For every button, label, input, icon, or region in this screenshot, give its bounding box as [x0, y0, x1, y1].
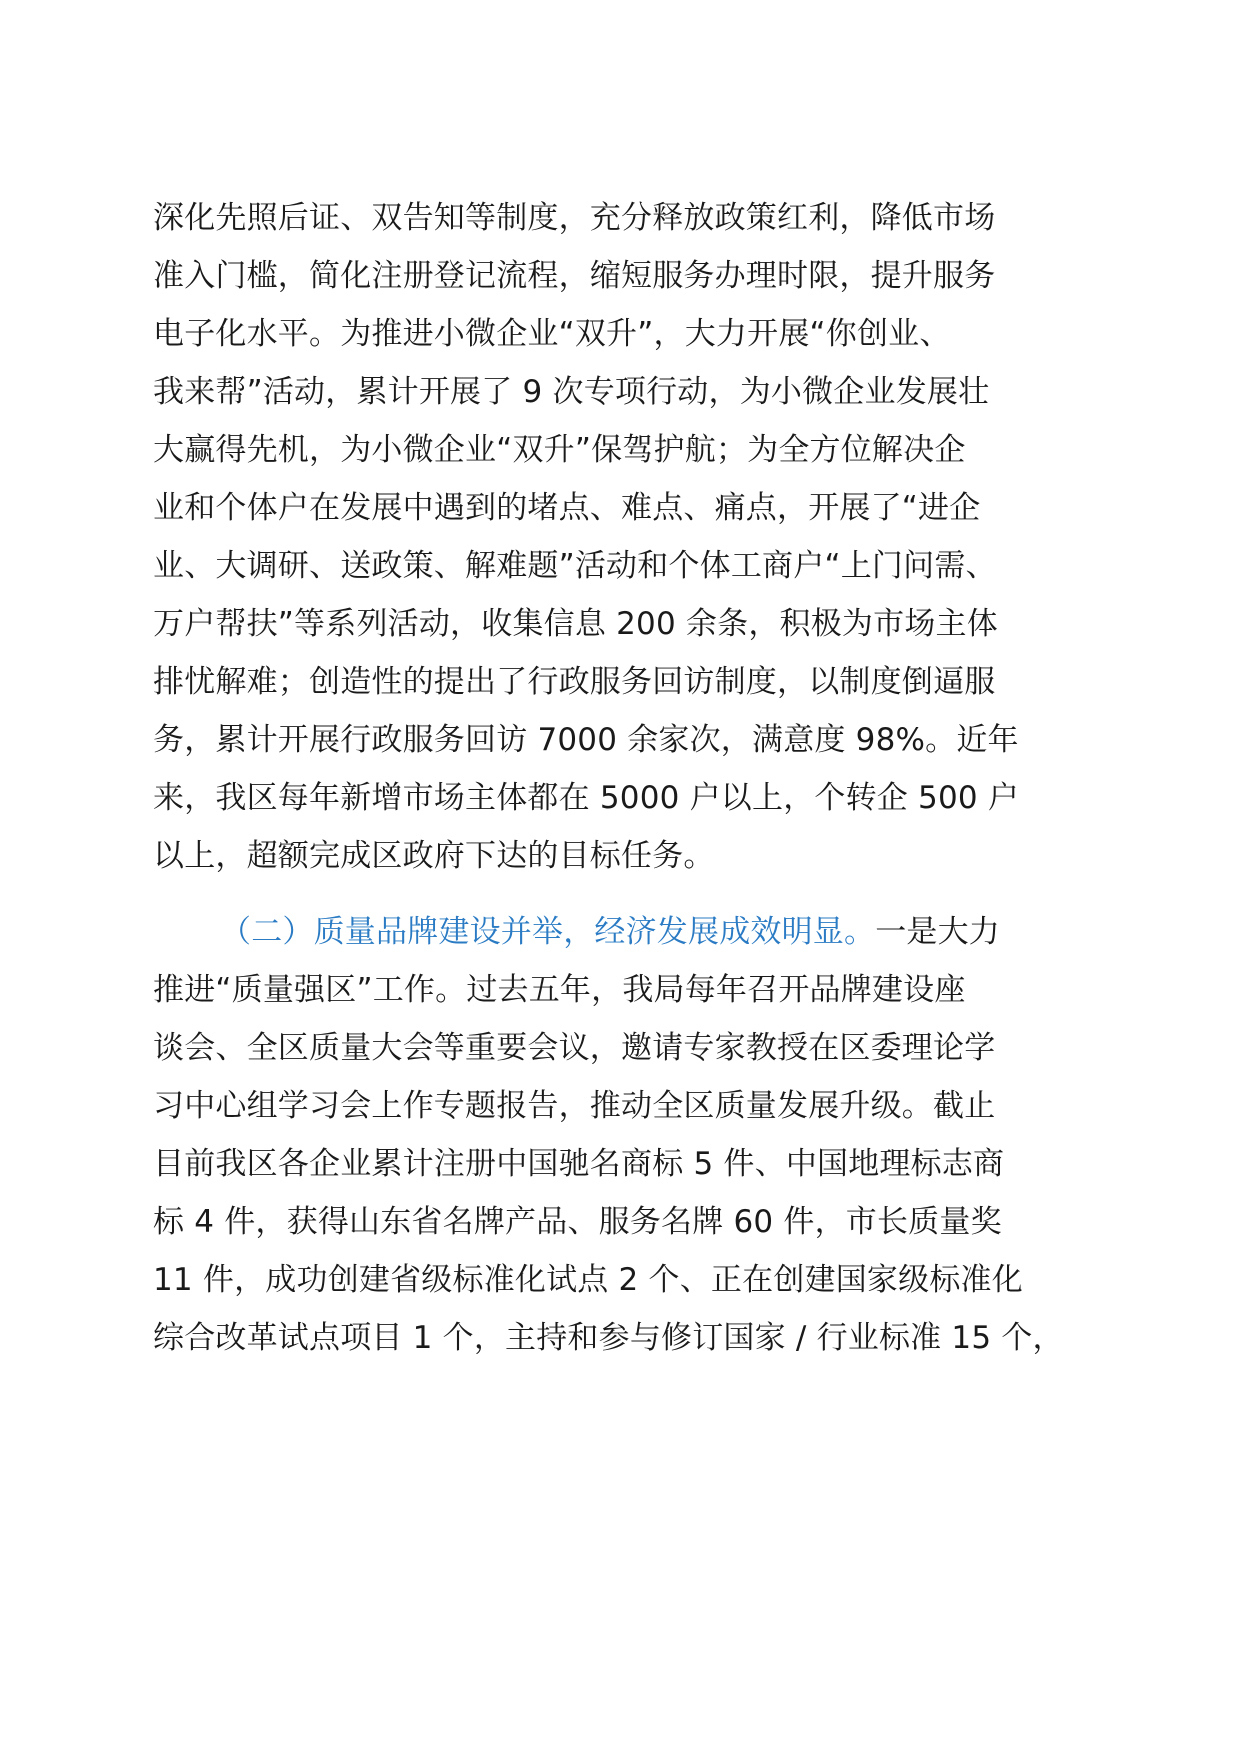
paragraph-1-line-8: 万户帮扶”等系列活动，收集信息 200 余条，积极为市场主体 [153, 606, 998, 642]
paragraph-1-line-9: 排忧解难；创造性的提出了行政服务回访制度，以制度倒逼服 [153, 664, 996, 700]
paragraph-1-line-11: 来，我区每年新增市场主体都在 5000 户以上，个转企 500 户 [153, 780, 1020, 816]
paragraph-1-line-4: 我来帮”活动，累计开展了 9 次专项行动，为小微企业发展壮 [153, 374, 990, 410]
paragraph-2-line-4: 习中心组学习会上作专题报告，推动全区质量发展升级。截止 [153, 1088, 996, 1124]
paragraph-1-line-6: 业和个体户在发展中遇到的堵点、难点、痛点，开展了“进企 [153, 490, 981, 526]
paragraph-2-line-5: 目前我区各企业累计注册中国驰名商标 5 件、中国地理标志商 [153, 1146, 1005, 1182]
paragraph-1-line-1: 深化先照后证、双告知等制度，充分释放政策红利，降低市场 [153, 200, 996, 236]
paragraph-1-line-3: 电子化水平。为推进小微企业“双升”，大力开展“你创业、 [153, 316, 951, 352]
paragraph-2-line-8: 综合改革试点项目 1 个，主持和参与修订国家 / 行业标准 15 个， [153, 1320, 1064, 1356]
paragraph-2-line-3: 谈会、全区质量大会等重要会议，邀请专家教授在区委理论学 [153, 1030, 996, 1066]
paragraph-1-line-2: 准入门槛，简化注册登记流程，缩短服务办理时限，提升服务 [153, 258, 996, 294]
paragraph-1-line-7: 业、大调研、送政策、解难题”活动和个体工商户“上门问需、 [153, 548, 997, 584]
paragraph-2-line-7: 11 件，成功创建省级标准化试点 2 个、正在创建国家级标准化 [153, 1262, 1023, 1298]
paragraph-2-first-line-text: 一是大力 [875, 914, 1001, 950]
paragraph-2-line-6: 标 4 件，获得山东省名牌产品、服务名牌 60 件，市长质量奖 [153, 1204, 1002, 1240]
paragraph-1-line-10: 务，累计开展行政服务回访 7000 余家次，满意度 98%。近年 [153, 722, 1019, 758]
section-heading: （二）质量品牌建设并举，经济发展成效明显。 [220, 914, 876, 950]
paragraph-1-line-12: 以上，超额完成区政府下达的目标任务。 [153, 838, 715, 874]
paragraph-1-line-5: 大赢得先机，为小微企业“双升”保驾护航；为全方位解决企 [153, 432, 966, 468]
paragraph-2-line-1 [220, 900, 1093, 964]
paragraph-2-line-2: 推进“质量强区”工作。过去五年，我局每年召开品牌建设座 [153, 972, 966, 1008]
